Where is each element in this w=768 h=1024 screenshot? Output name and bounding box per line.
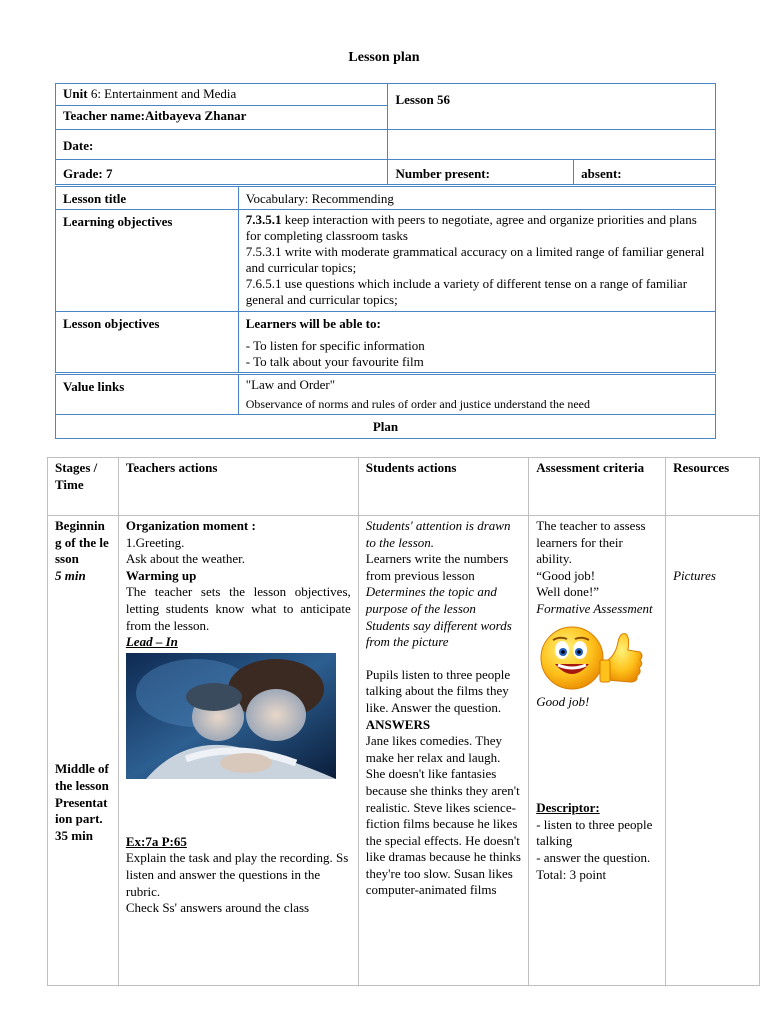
learning-objectives-value: 7.3.5.1 keep interaction with peers to negotiate, agree and organize priorities and plans for completing classroom tasks 7.5.3.1 write with moderate grammatical accuracy on a limited range of familiar general and curricular topics; 7.6.5.1 use questions which include a variety of different tense on a range of familiar general and curricular topics; [238,210,715,312]
stage-beginning: Beginning of the lesson [55,518,109,567]
unit-cell [56,84,388,106]
lesson-title-value: Vocabulary: Recommending [238,186,715,210]
lesson-objectives-label: Lesson objectives [56,312,239,374]
date-cell: Date: [56,130,388,160]
objective-2: 7.5.3.1 write with moderate grammatical accuracy on a limited range of familiar general and curricular topics; [245,244,705,275]
number-present-cell: Number present: [388,160,574,186]
resource-pictures: Pictures [673,568,716,583]
exercise-heading: Ex:7a P:65 [125,833,187,849]
lesson-header-table [55,83,716,439]
lesson-number: Lesson 56 [395,92,451,107]
absent-cell: absent: [574,160,716,186]
objective-3: 7.6.5.1 use questions which include a variety of different tense on a range of familiar general and curricular topics; [245,276,688,307]
org-moment-heading: Organization moment : [125,518,256,533]
plan-table [47,457,760,986]
good-job-caption: Good job! [536,693,590,709]
value-links-value: "Law and Order" Observance of norms and rules of order and justice understand the need [238,374,715,415]
document-title: Lesson plan [348,50,420,65]
descriptor-heading: Descriptor: [536,800,600,816]
date-value-cell [388,130,716,160]
film-still-image [126,653,336,779]
value-links-label: Value links [56,374,239,415]
lesson-objectives-value: Learners will be able to: - To listen for specific information - To talk about your favourite film [238,312,715,374]
stage-middle-time: 35 min [55,827,93,843]
stage-middle: Middle of the lesson Presentation part. [55,761,109,827]
stages-cell [48,516,119,986]
assessment-cell: The teacher to assess learners for their ability. “Good job! Well done!” Formative Assessment Good job! Descriptor: - listen to three people talking - answer the question. Total: 3 point [529,516,666,986]
warming-up-heading: Warming up [125,567,197,583]
header-students: Students actions [358,458,528,516]
resources-cell [666,516,760,986]
learning-objectives-label: Learning objectives [56,210,239,312]
answers-heading: ANSWERS [365,716,431,732]
objective-code: 7.3.5.1 [245,212,282,227]
header-assessment: Assessment criteria [529,458,666,516]
header-resources: Resources [666,458,760,516]
lead-in-heading: Lead – In [125,634,178,650]
teacher-name-cell: Teacher name:Aitbayeva Zhanar [56,106,388,130]
teachers-actions-cell: Organization moment : 1.Greeting. Ask about the weather. Warming up The teacher sets the lesson objectives, letting students know what to anticipate from the lesson. Lead – In Ex:7a P:65 Explain the task and play the recording. Ss listen and answer the questions in the rubric. Check Ss' answers around the class [118,516,358,986]
lesson-title-label: Lesson title [56,186,239,210]
students-actions-cell: Students' attention is drawn to the lesson. Learners write the numbers from previous lesson Determines the topic and purpose of the lesson Students say different words from the picture Pupils listen to three people talking about the films they like. Answer the question. ANSWERS Jane likes comedies. They make her relax and laugh. She doesn't like fantasies because she thinks they aren't realistic. Steve likes science-fiction films because he likes the special effects. He doesn't like dramas because he thinks they're too slow. Susan likes computer-animated films [358,516,528,986]
grade-cell: Grade: 7 [56,160,388,186]
smiley-thumbs-up-icon [536,624,644,690]
lesson-number-cell [388,84,716,130]
unit-value: 6: Entertainment and Media [87,86,237,101]
stage-beginning-time: 5 min [55,567,86,583]
header-teachers: Teachers actions [118,458,358,516]
unit-label: Unit [63,86,88,101]
plan-heading: Plan [56,415,716,439]
header-stages: Stages / Time [48,458,119,516]
